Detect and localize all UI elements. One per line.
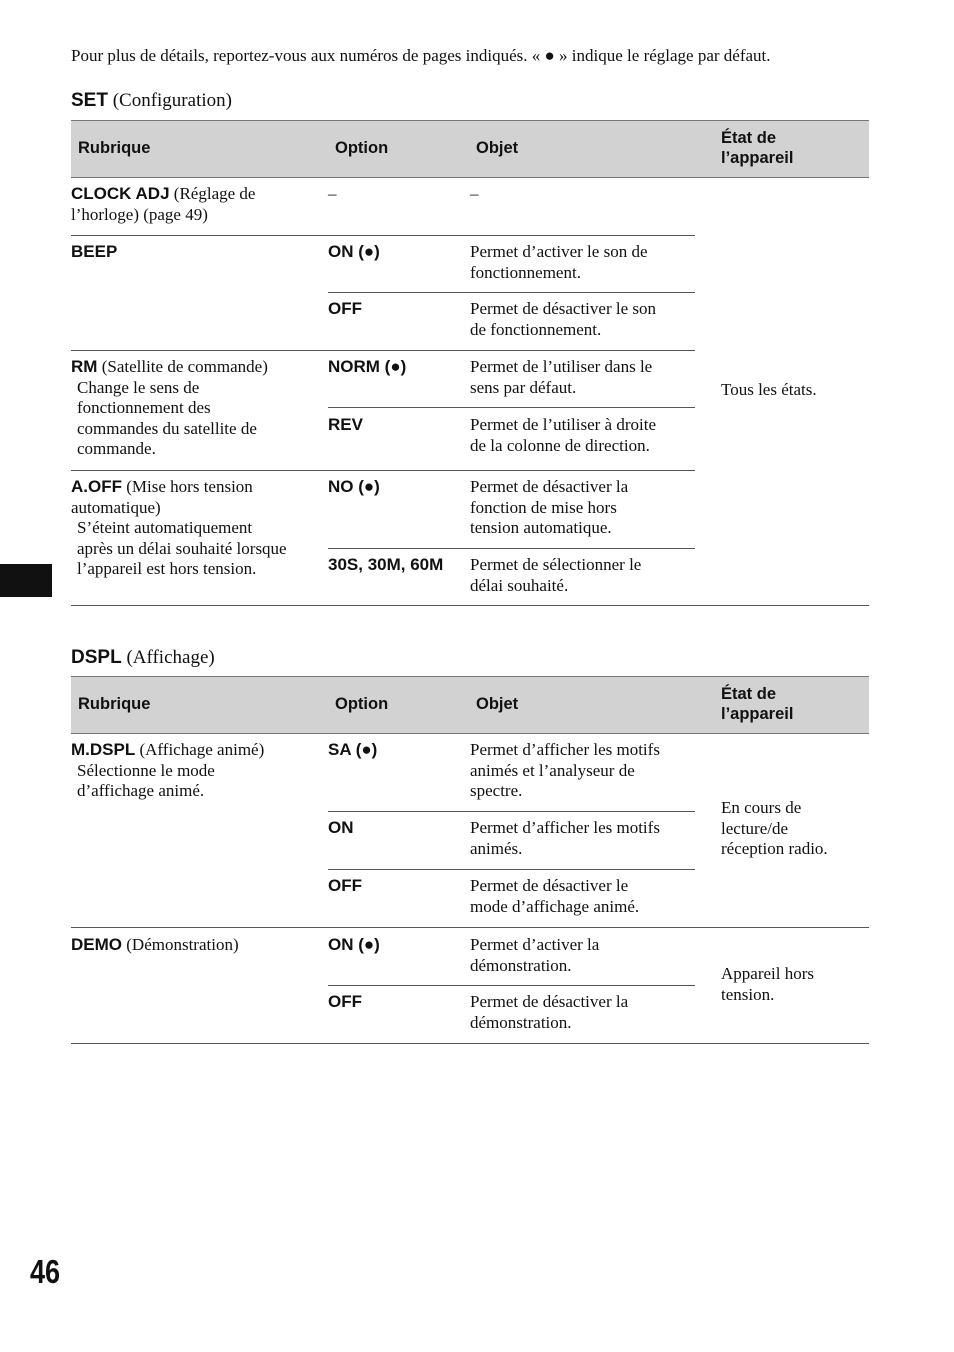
- etat-cell: [721, 964, 814, 1005]
- objet-cell: [470, 935, 690, 976]
- dspl-section-title: [71, 648, 215, 669]
- desc-line: après un délai souhaité lorsque: [77, 538, 287, 558]
- item-key: A.OFF: [71, 477, 122, 496]
- desc-line: Sélectionne le mode: [77, 760, 215, 780]
- objet-line: animés.: [470, 838, 523, 858]
- desc-line: S’éteint automatiquement: [77, 518, 253, 537]
- etat-line: tension.: [721, 984, 775, 1004]
- item-desc: (Satellite de commande): [97, 357, 268, 376]
- table-row-a-off: [71, 477, 321, 580]
- row-divider: [328, 869, 695, 870]
- objet-line: tension automatique.: [470, 518, 612, 537]
- objet-line: Permet de désactiver le: [470, 876, 629, 895]
- objet-line: démonstration.: [470, 955, 572, 975]
- page-number: 46: [30, 1253, 61, 1290]
- row-divider: [71, 927, 869, 928]
- etat-line: réception radio.: [721, 839, 828, 858]
- table-row-demo: [71, 935, 321, 956]
- option-cell: REV: [328, 415, 363, 434]
- set-label: (Configuration): [112, 90, 232, 111]
- objet-line: animés et l’analyseur de: [470, 760, 635, 780]
- header-rubrique: Rubrique: [78, 695, 151, 713]
- set-table-header: [71, 120, 869, 178]
- objet-cell: [470, 992, 690, 1033]
- objet-line: de fonctionnement.: [470, 319, 602, 339]
- option-cell: OFF: [328, 992, 362, 1011]
- table-bottom-rule: [71, 605, 869, 606]
- row-divider: [328, 292, 695, 293]
- header-option: Option: [335, 139, 389, 157]
- side-tab-marker: [0, 564, 52, 597]
- header-etat-line2: l’appareil: [721, 705, 794, 723]
- desc-line: Change le sens de: [77, 377, 200, 397]
- table-row-rm: [71, 357, 321, 460]
- objet-line: Permet de désactiver la: [470, 992, 629, 1011]
- desc-line: commande.: [77, 439, 156, 458]
- desc-line: fonctionnement des: [77, 398, 211, 417]
- objet-line: Permet d’afficher les motifs: [470, 740, 660, 759]
- option-cell: OFF: [328, 876, 362, 895]
- objet-line: démonstration.: [470, 1012, 572, 1032]
- objet-cell: [470, 818, 690, 859]
- item-desc: automatique): [71, 497, 161, 517]
- set-code: SET: [71, 90, 108, 111]
- row-divider: [328, 548, 695, 549]
- objet-line: Permet de l’utiliser dans le: [470, 357, 653, 376]
- item-desc: (Affichage animé): [135, 740, 265, 759]
- item-key: CLOCK ADJ: [71, 184, 170, 203]
- objet-line: fonction de mise hors: [470, 497, 617, 517]
- option-cell: 30S, 30M, 60M: [328, 555, 444, 574]
- etat-line: En cours de: [721, 798, 802, 817]
- objet-line: Permet d’activer la: [470, 935, 600, 954]
- desc-line: l’appareil est hors tension.: [77, 559, 257, 578]
- option-cell: NO (●): [328, 477, 380, 496]
- header-objet: Objet: [476, 139, 519, 157]
- objet-line: Permet d’afficher les motifs: [470, 818, 660, 837]
- objet-line: sens par défaut.: [470, 377, 577, 397]
- dspl-code: DSPL: [71, 647, 122, 668]
- row-divider: [328, 985, 695, 986]
- objet-line: spectre.: [470, 781, 523, 800]
- objet-line: Permet de l’utiliser à droite: [470, 415, 656, 434]
- dspl-label: (Affichage): [126, 647, 215, 668]
- row-divider: [328, 811, 695, 812]
- table-row-clock-adj: [71, 184, 321, 225]
- item-key: BEEP: [71, 242, 118, 261]
- objet-cell: [470, 740, 690, 802]
- table-bottom-rule: [71, 1043, 869, 1044]
- objet-cell: [470, 242, 690, 283]
- desc-line: commandes du satellite de: [77, 418, 257, 438]
- etat-cell: [721, 798, 828, 860]
- etat-line: Appareil hors: [721, 964, 815, 983]
- objet-line: mode d’affichage animé.: [470, 896, 640, 916]
- objet-line: Permet d’activer le son de: [470, 242, 648, 261]
- option-cell: ON (●): [328, 935, 380, 954]
- row-divider: [71, 350, 695, 351]
- item-desc: (Démonstration): [122, 935, 239, 954]
- objet-line: délai souhaité.: [470, 575, 569, 595]
- objet-cell: –: [470, 184, 479, 203]
- objet-line: Permet de désactiver la: [470, 477, 629, 496]
- set-section-title: [71, 91, 232, 112]
- row-divider: [328, 407, 695, 408]
- option-cell: ON (●): [328, 242, 380, 261]
- objet-cell: [470, 477, 690, 539]
- item-key: M.DSPL: [71, 740, 136, 759]
- option-cell: OFF: [328, 299, 362, 318]
- header-etat-line1: État de: [721, 685, 777, 703]
- dspl-table-header: [71, 676, 869, 734]
- option-cell: –: [328, 184, 337, 203]
- row-divider: [71, 470, 695, 471]
- etat-cell: Tous les états.: [721, 380, 817, 399]
- item-desc: (Réglage de: [169, 184, 256, 203]
- objet-cell: [470, 299, 690, 340]
- item-key: DEMO: [71, 935, 122, 954]
- header-rubrique: Rubrique: [78, 139, 151, 157]
- item-desc: (Mise hors tension: [122, 477, 253, 496]
- etat-line: lecture/de: [721, 818, 789, 838]
- desc-line: d’affichage animé.: [77, 781, 205, 800]
- item-desc: l’horloge) (page 49): [71, 204, 208, 224]
- option-cell: NORM (●): [328, 357, 407, 376]
- header-objet: Objet: [476, 695, 519, 713]
- option-cell: ON: [328, 818, 354, 837]
- objet-cell: [470, 357, 690, 398]
- objet-line: de la colonne de direction.: [470, 435, 650, 455]
- objet-line: Permet de désactiver le son: [470, 299, 656, 318]
- objet-cell: [470, 876, 690, 917]
- row-divider: [71, 235, 695, 236]
- objet-cell: [470, 555, 690, 596]
- option-cell: SA (●): [328, 740, 378, 759]
- header-etat-line2: l’appareil: [721, 149, 794, 167]
- objet-cell: [470, 415, 690, 456]
- item-key: RM: [71, 357, 98, 376]
- intro-text: Pour plus de détails, reportez-vous aux numéros de pages indiqués. « ● » indique le réglage par défaut.: [71, 46, 771, 65]
- objet-line: fonctionnement.: [470, 262, 581, 282]
- header-etat-line1: État de: [721, 129, 777, 147]
- objet-line: Permet de sélectionner le: [470, 555, 642, 574]
- table-row-m-dspl: [71, 740, 321, 802]
- header-option: Option: [335, 695, 389, 713]
